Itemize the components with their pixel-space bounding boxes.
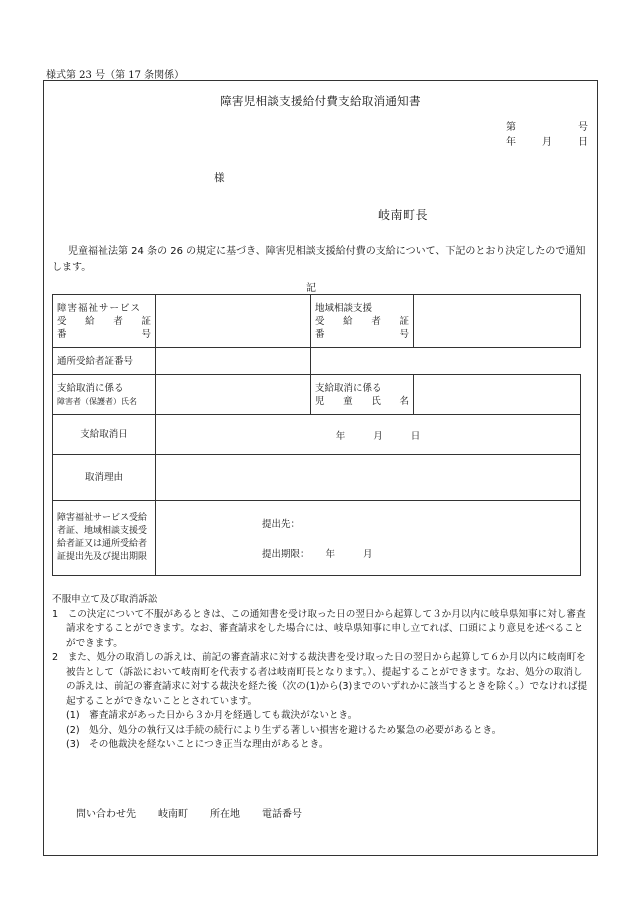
date-month: 月 <box>542 137 552 148</box>
table-row <box>53 295 581 348</box>
addressee-honorific: 様 <box>214 172 225 184</box>
date-day: 日 <box>578 137 588 148</box>
contact-town: 岐南町 <box>158 809 188 820</box>
date-year: 年 <box>506 137 516 148</box>
contact-address: 所在地 <box>210 809 240 820</box>
table-row <box>53 501 581 576</box>
daycare-certificate-number-field[interactable] <box>156 348 311 375</box>
form-reference: 様式第 23 号（第 17 条関係） <box>46 70 185 81</box>
notice-frame <box>43 80 598 856</box>
details-table <box>52 294 581 576</box>
appeal-item-1: (1) 審査請求があった日から３か月を経過しても裁決がないとき。 <box>66 710 358 721</box>
appeal-item-3: (3) その他裁決を経ないことにつき正当な理由があるとき。 <box>66 739 329 750</box>
number-prefix: 第 <box>506 122 516 133</box>
child-name-field[interactable] <box>414 375 581 415</box>
appeal-section <box>52 593 592 753</box>
table-row <box>53 348 581 375</box>
contact-phone: 電話番号 <box>262 809 302 820</box>
cancel-date-label: 支給取消日 <box>53 415 156 455</box>
service-certificate-number-field[interactable] <box>156 295 311 348</box>
submission-field[interactable] <box>156 501 581 576</box>
submission-deadline: 提出期限： 年 月 <box>262 549 373 560</box>
guardian-name-field[interactable] <box>156 375 311 415</box>
appeal-item-2: (2) 処分、処分の執行又は手続の続行により生ずる著しい損害を避けるため緊急の必要があるとき。 <box>66 724 502 736</box>
community-certificate-number-field[interactable] <box>414 295 581 348</box>
service-certificate-label: 障害福祉サービス 受 給 者 証 番 号 <box>53 295 156 348</box>
notice-body: 児童福祉法第 24 条の 26 の規定に基づき、障害児相談支援給付費の支給について、下記のとおり決定したので通知します。 <box>52 246 586 273</box>
table-row <box>53 455 581 501</box>
contact-info <box>76 805 302 820</box>
submission-label: 障害福祉サービス受給者証、地域相談支援受給者証又は通所受給者証提出先及び提出期限 <box>53 501 156 576</box>
community-certificate-label: 地域相談支援 受 給 者 証 番 号 <box>311 295 414 348</box>
document-title: 障害児相談支援給付費支給取消通知書 <box>220 94 421 108</box>
table-row <box>53 375 581 415</box>
appeal-paragraph-2: 2 また、処分の取消しの訴えは、前記の審査請求に対する裁決書を受け取った日の翌日から起算して６か月以内に岐南町を被告として（訴訟において岐南町を代表する者は岐南町長となります。）、提起することができます。なお、処分の取消しの訴えは、前記の審査請求に対する裁決を経た後（次の(1)から(3)までのいずれかに該当するときを除く。）でなければ提起することができないこととされています。 <box>52 652 588 707</box>
appeal-heading: 不服申立て及び取消訴訟 <box>52 594 158 605</box>
daycare-certificate-label: 通所受給者証番号 <box>53 348 156 375</box>
number-suffix: 号 <box>578 122 588 133</box>
submission-destination: 提出先： <box>262 519 301 530</box>
ki-marker: 記 <box>306 283 316 294</box>
child-name-label: 支給取消に係る 児 童 氏 名 <box>311 375 414 415</box>
cancel-reason-label: 取消理由 <box>53 455 156 501</box>
table-row <box>53 415 581 455</box>
blank-cell <box>311 348 581 375</box>
document-number-date <box>506 118 588 148</box>
guardian-name-label: 支給取消に係る 障害者（保護者）氏名 <box>53 375 156 415</box>
issuer-name: 岐南町長 <box>378 208 429 222</box>
contact-label: 問い合わせ先 <box>76 809 136 820</box>
cancel-date-field[interactable]: 年 月 日 <box>156 415 581 455</box>
appeal-paragraph-1: 1 この決定について不服があるときは、この通知書を受け取った日の翌日から起算して３か月以内に岐阜県知事に対し審査請求をすることができます。なお、審査請求をした場合には、岐阜県知事に申し立てれば、口頭により意見を述べることができます。 <box>52 608 586 649</box>
cancel-reason-field[interactable] <box>156 455 581 501</box>
